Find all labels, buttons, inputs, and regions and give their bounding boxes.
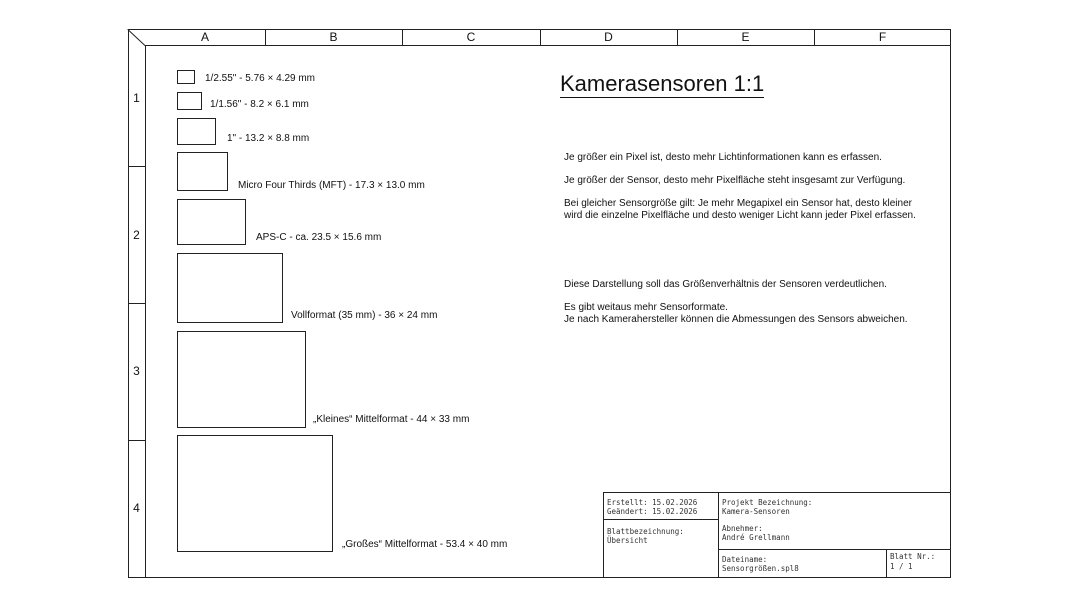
row-label-3: 3 [133, 364, 140, 378]
title-block-line [603, 519, 718, 520]
sensor-rect-kleines-mittelformat [177, 331, 306, 428]
info-paragraph [564, 279, 887, 291]
title-block-line [718, 549, 951, 550]
paragraph-line: Diese Darstellung soll das Größenverhältnis der Sensoren verdeutlichen. [564, 279, 887, 290]
info-paragraph [564, 302, 908, 326]
project-label: Projekt Bezeichnung: [722, 498, 813, 507]
created-date: Erstellt: 15.02.2026 [607, 498, 698, 507]
customer-label: Abnehmer: [722, 524, 763, 533]
row-label-2: 2 [133, 228, 140, 242]
column-label-b: B [329, 30, 338, 44]
sensor-label: „Kleines“ Mittelformat - 44 × 33 mm [313, 414, 470, 425]
paragraph-line: Je größer der Sensor, desto mehr Pixelfläche steht insgesamt zur Verfügung. [564, 175, 906, 186]
sensor-label: 1/1.56" - 8.2 × 6.1 mm [210, 99, 309, 110]
project-value: Kamera-Sensoren [722, 507, 790, 516]
column-label-c: C [466, 30, 476, 44]
sensor-rect-grosses-mittelformat [177, 435, 333, 552]
sheet-number-value: 1 / 1 [890, 562, 913, 571]
row-label-band-line [145, 45, 146, 578]
sensor-rect-1-2.55 [177, 70, 195, 84]
sensor-rect-1-1.56 [177, 92, 202, 110]
sensor-label: Vollformat (35 mm) - 36 × 24 mm [291, 310, 438, 321]
sheet-name-label: Blattbezeichnung: [607, 527, 684, 536]
info-paragraph [564, 175, 905, 187]
sensor-rect-aps-c [177, 199, 246, 245]
sensor-label: „Großes“ Mittelformat - 53.4 × 40 mm [342, 539, 508, 550]
column-label-e: E [741, 30, 750, 44]
sensor-label: APS-C - ca. 23.5 × 15.6 mm [256, 232, 382, 243]
page-title: Kamerasensoren 1:1 [560, 72, 764, 98]
title-block-line [886, 549, 887, 578]
column-label-a: A [200, 30, 209, 44]
row-label-1: 1 [133, 91, 140, 105]
modified-date: Geändert: 15.02.2026 [607, 507, 698, 516]
sensor-label: 1" - 13.2 × 8.8 mm [227, 133, 310, 144]
filename-value: Sensorgrößen.spl8 [722, 564, 799, 573]
sensor-label: 1/2.55" - 5.76 × 4.29 mm [205, 73, 315, 84]
sheet-number-label: Blatt Nr.: [890, 552, 936, 561]
paragraph-line: Je größer ein Pixel ist, desto mehr Lichtinformationen kann es erfassen. [564, 152, 882, 163]
row-divider [128, 166, 145, 167]
filename-label: Dateiname: [722, 555, 768, 564]
column-label-d: D [604, 30, 613, 44]
row-label-4: 4 [133, 501, 140, 515]
paragraph-line: Es gibt weitaus mehr Sensorformate. [564, 302, 728, 313]
sensor-rect-mft [177, 152, 228, 191]
paragraph-line: Bei gleicher Sensorgröße gilt: Je mehr Megapixel ein Sensor hat, desto kleiner [564, 198, 912, 209]
sheet-name-value: Übersicht [607, 536, 648, 545]
row-divider [128, 440, 145, 441]
title-block-line [718, 492, 719, 578]
paragraph-line: wird die einzelne Pixelfläche und desto weniger Licht kann jeder Pixel erfassen. [564, 210, 916, 221]
column-label-f: F [878, 30, 887, 44]
sensor-rect-1-inch [177, 118, 216, 145]
column-header-bottom-line [145, 45, 951, 46]
paragraph-line: Je nach Kamerahersteller können die Abmessungen des Sensors abweichen. [564, 314, 908, 325]
sensor-label: Micro Four Thirds (MFT) - 17.3 × 13.0 mm [238, 180, 425, 191]
row-divider [128, 303, 145, 304]
info-paragraph [564, 152, 882, 164]
customer-value: André Grellmann [722, 533, 790, 542]
sensor-rect-vollformat [177, 253, 283, 323]
info-paragraph [564, 198, 916, 222]
